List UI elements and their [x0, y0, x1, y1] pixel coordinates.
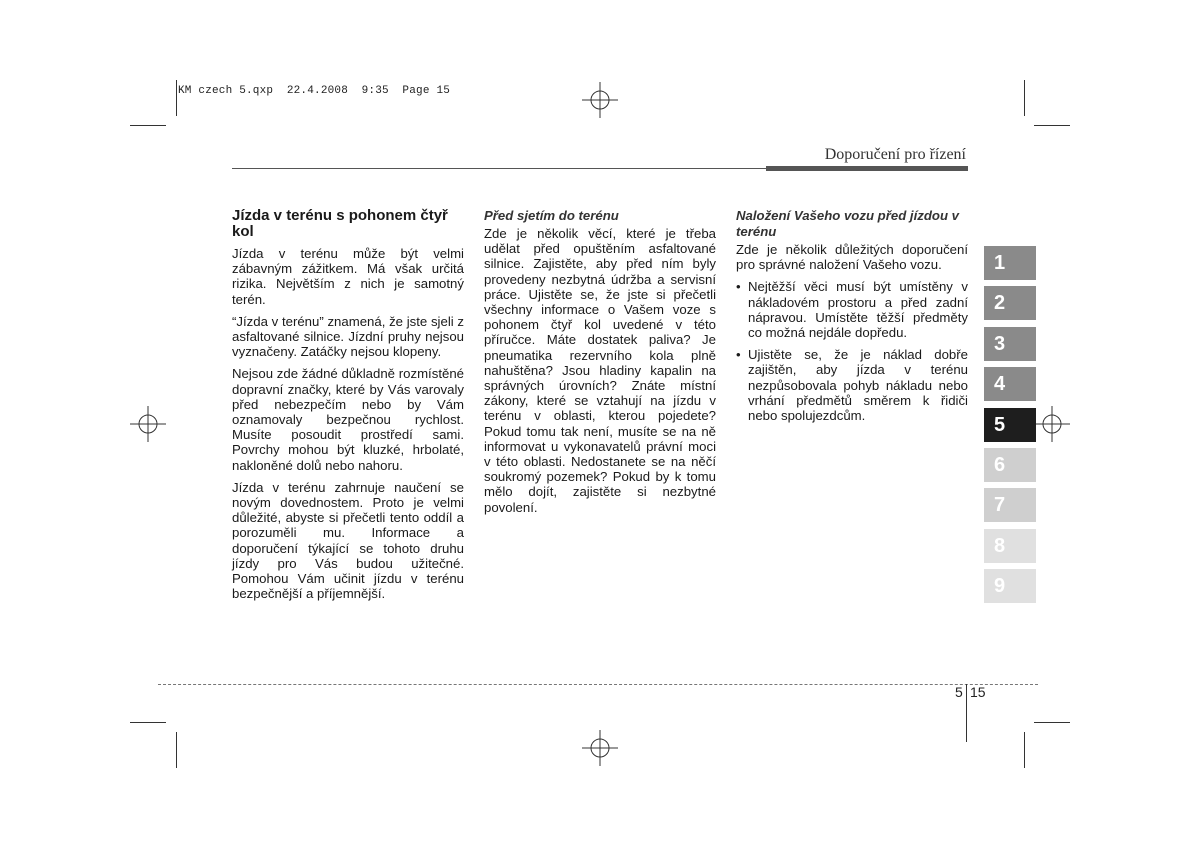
section-title: Doporučení pro řízení: [824, 146, 966, 163]
registration-mark-icon: [582, 82, 618, 118]
chapter-tab-4[interactable]: 4: [984, 367, 1036, 401]
heading-offroad: Jízda v terénu s pohonem čtyř kol: [232, 207, 448, 240]
heading-before-offroad: Před sjetím do terénu: [484, 208, 619, 223]
list-item: • Nejtěžší věci musí být umístěny v nákladovém prostoru a před zadní nápravou. Umístěte těžší předměty co možná nejdále dopředu.: [736, 279, 968, 341]
bullet-list: [736, 279, 968, 423]
header-rule-accent: [766, 166, 968, 171]
bullet-icon: •: [736, 347, 741, 363]
chapter-tab-9[interactable]: 9: [984, 569, 1036, 603]
chapter-tab-3[interactable]: 3: [984, 327, 1036, 361]
paragraph: Zde je několik věcí, které je třeba udělat před opuštěním asfaltované silnice. Zajistěte, aby před ním byly provedeny nezbytná údržba a servisní práce. Ujistěte se, že jste si přečetli všechny informace o Vašem voze s pohonem čtyř kol uvedené v této příručce. Máte dostatek paliva? Je pneumatika rezervního kola plně nahuštěna? Jsou hladiny kapalin na správných úrovních? Znáte místní zákony, které se vztahují na jízdu v terénu v oblasti, kterou pojedete? Pokud tomu tak není, musíte se na ně informovat u vykonavatelů právní moci v této oblasti. Nedostanete se na něčí soukromý pozemek? Pokud by k tomu mělo dojít, zajistěte si nezbytné povolení.: [484, 226, 716, 515]
page-number-divider: [966, 684, 967, 742]
crop-mark: [176, 732, 177, 768]
bullet-icon: •: [736, 279, 741, 295]
crop-mark: [1034, 125, 1070, 126]
footer-rule: [158, 684, 1038, 685]
paragraph: “Jízda v terénu” znamená, že jste sjeli z asfaltované silnice. Jízdní pruhy nejsou vyznačeny. Zatáčky nejsou klopeny.: [232, 313, 464, 360]
heading-loading: Naložení Vašeho vozu před jízdou v terénu: [736, 208, 960, 239]
list-item: • Ujistěte se, že je náklad dobře zajištěn, aby jízda v terénu nezpůsobovala pohyb nákladu nebo vrhání předmětů směrem k řidiči nebo spolujezdcům.: [736, 347, 968, 424]
page-number: 15: [970, 684, 986, 700]
chapter-tab-2[interactable]: 2: [984, 286, 1036, 320]
chapter-tabs: [984, 246, 1036, 610]
crop-mark: [130, 722, 166, 723]
column-before-offroad: [484, 208, 716, 522]
paragraph: Jízda v terénu může být velmi zábavným zážitkem. Má však určitá rizika. Největším z nich je samotný terén.: [232, 246, 464, 307]
registration-mark-icon: [1034, 406, 1070, 442]
paragraph: Nejsou zde žádné důkladně rozmístěné dopravní značky, které by Vás varovaly před nebezpečím nebo by Vám oznamovaly bezpečnou rychlost. Musíte posoudit prostředí sami. Povrchy mohou být kluzké, hrbolaté, nakloněné dolů nebo nahoru.: [232, 366, 464, 473]
crop-mark: [176, 80, 177, 116]
chapter-tab-7[interactable]: 7: [984, 488, 1036, 522]
chapter-tab-5[interactable]: 5: [984, 408, 1036, 442]
paragraph: Jízda v terénu zahrnuje naučení se novým dovednostem. Proto je velmi důležité, abyste si přečetli tento oddíl a porozuměli mu. Informace a doporučení týkající se tohoto druhu jízdy pro Vás budou užitečné. Pomohou Vám učinit jízdu v terénu bezpečnější a příjemnější.: [232, 479, 464, 602]
chapter-tab-1[interactable]: 1: [984, 246, 1036, 280]
crop-mark: [1024, 732, 1025, 768]
column-loading: [736, 208, 968, 430]
print-slug: KM czech 5.qxp 22.4.2008 9:35 Page 15: [178, 85, 451, 97]
chapter-tab-8[interactable]: 8: [984, 529, 1036, 563]
chapter-number: 5: [955, 684, 963, 700]
crop-mark: [1024, 80, 1025, 116]
registration-mark-icon: [582, 730, 618, 766]
crop-mark: [1034, 722, 1070, 723]
registration-mark-icon: [130, 406, 166, 442]
column-offroad-intro: [232, 208, 464, 608]
chapter-tab-6[interactable]: 6: [984, 448, 1036, 482]
paragraph: Zde je několik důležitých doporučení pro správné naložení Vašeho vozu.: [736, 242, 968, 273]
crop-mark: [130, 125, 166, 126]
